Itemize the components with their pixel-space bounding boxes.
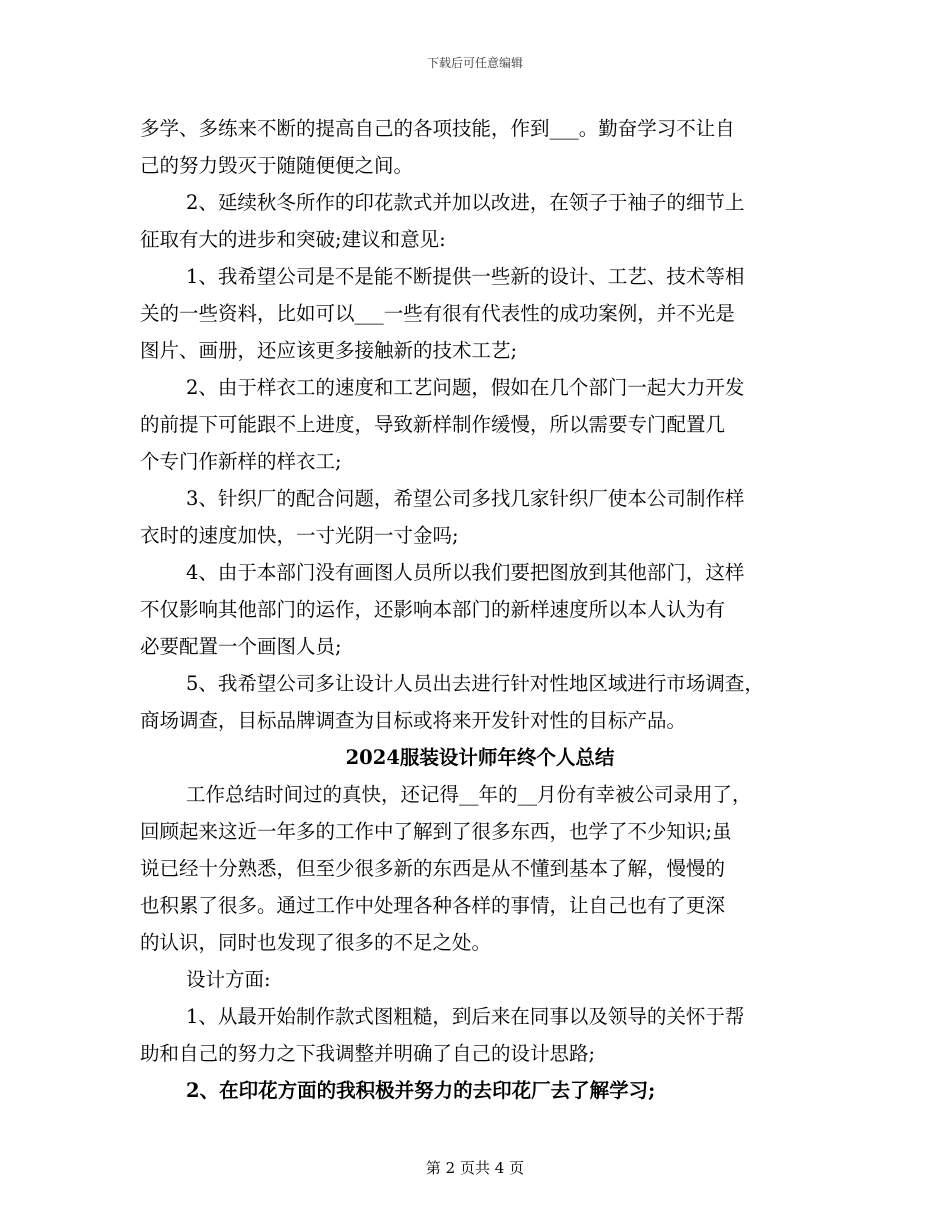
text-line: 图片、画册，还应该更多接触新的技术工艺; [140,339,518,362]
paragraph-start: 2、延续秋冬所作的印花款式并加以改进，在领子于袖子的细节上 [186,191,745,214]
text-line: 说已经十分熟悉，但至少很多新的东西是从不懂到基本了解，慢慢的 [140,857,726,880]
text-line: 多学、多练来不断的提高自己的各项技能，作到___。勤奋学习不让自 [140,117,735,140]
text-line: 不仅影响其他部门的运作，还影响本部门的新样速度所以本人认为有 [140,598,726,621]
page-header: 下载后可任意编辑 [426,56,523,70]
text-line: 回顾起来这近一年多的工作中了解到了很多东西，也学了不少知识;虽 [140,820,732,843]
text-line: 己的努力毁灭于随随便便之间。 [140,154,414,177]
paragraph-start: 2、由于样衣工的速度和工艺问题，假如在几个部门一起大力开发 [186,376,745,399]
paragraph-start: 3、针织厂的配合问题，希望公司多找几家针织厂使本公司制作样 [186,487,745,510]
paragraph-start: 5、我希望公司多让设计人员出去进行针对性地区域进行市场调查， [186,672,764,695]
text-line: 的前提下可能跟不上进度，导致新样制作缓慢，所以需要专门配置几 [140,413,726,436]
text-line: 也积累了很多。通过工作中处理各种各样的事情，让自己也有了更深 [140,894,726,917]
text-line: 的认识，同时也发现了很多的不足之处。 [140,931,492,954]
bold-paragraph: 2、在印花方面的我积极并努力的去印花厂去了解学习; [186,1079,656,1102]
paragraph-start: 4、由于本部门没有画图人员所以我们要把图放到其他部门，这样 [186,561,745,584]
text-line: 必要配置一个画图人员; [140,635,342,658]
paragraph-start: 1、我希望公司是不是能不断提供一些新的设计、工艺、技术等相 [186,265,745,288]
text-line: 助和自己的努力之下我调整并明确了自己的设计思路; [140,1042,596,1065]
paragraph-start: 工作总结时间过的真快，还记得__年的__月份有幸被公司录用了， [186,783,752,806]
paragraph-start: 1、从最开始制作款式图粗糙，到后来在同事以及领导的关怀于帮 [186,1005,745,1028]
text-line: 衣时的速度加快，一寸光阴一寸金吗; [140,524,459,547]
text-line: 个专门作新样的样衣工; [140,450,342,473]
text-line: 征取有大的进步和突破;建议和意见: [140,228,446,251]
document-body [140,110,820,1109]
section-title: 2024服装设计师年终个人总结 [345,746,615,769]
text-line: 商场调查，目标品牌调查为目标或将来开发针对性的目标产品。 [140,709,687,732]
text-line: 关的一些资料，比如可以___一些有很有代表性的成功案例，并不光是 [140,302,735,325]
page-footer: 第 2 页共 4 页 [425,1159,525,1177]
subheading: 设计方面: [186,968,271,991]
